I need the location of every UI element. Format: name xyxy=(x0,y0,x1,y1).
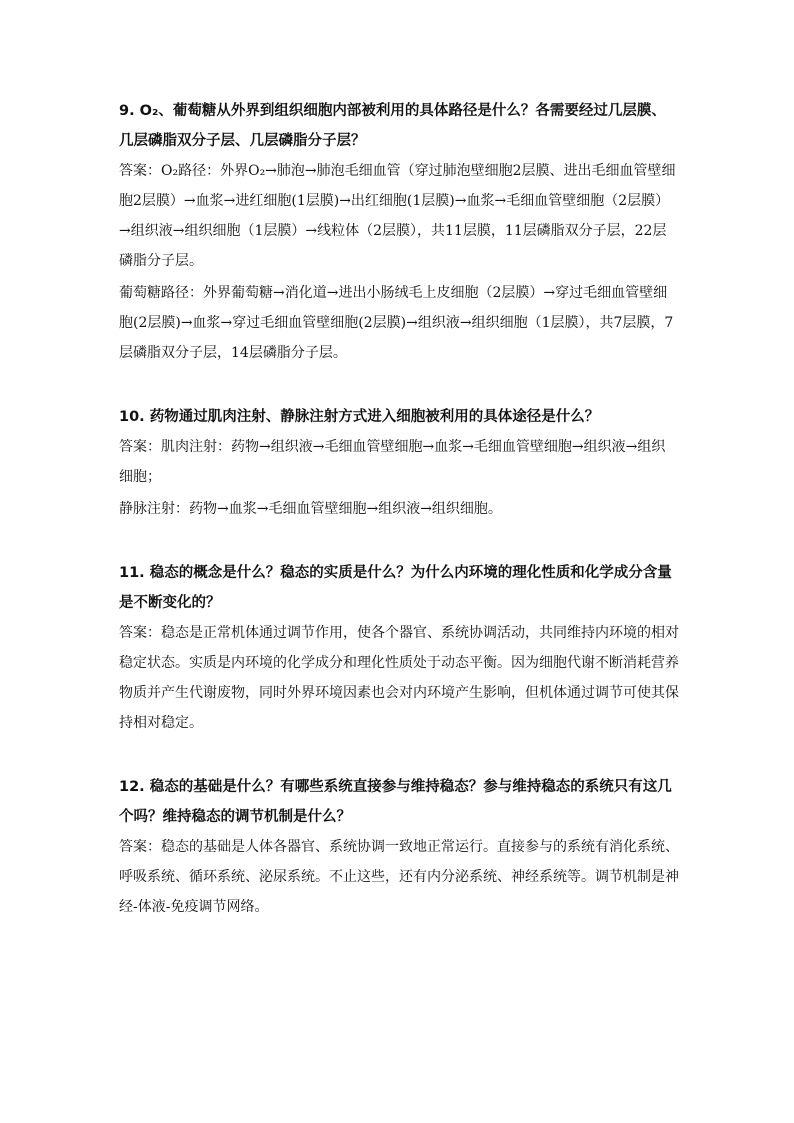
question-title: 9. O₂、葡萄糖从外界到组织细胞内部被利用的具体路径是什么？各需要经过几层膜、几层磷脂双分子层、几层磷脂分子层？ xyxy=(119,103,666,149)
question-9 xyxy=(119,96,679,368)
answer-paragraph: 葡萄糖路径：外界葡萄糖→消化道→进出小肠绒毛上皮细胞（2层膜）→穿过毛细血管壁细胞(2层膜)→血浆→穿过毛细血管壁细胞(2层膜)→组织液→组织细胞（1层膜），共7层膜，7层磷脂双分子层，14层磷脂分子层。 xyxy=(119,285,674,361)
question-title: 11. 稳态的概念是什么？稳态的实质是什么？为什么内环境的理化性质和化学成分含量是不断变化的？ xyxy=(119,565,672,611)
document-page xyxy=(119,96,679,956)
answer-paragraph: 答案：肌肉注射：药物→组织液→毛细血管壁细胞→血浆→毛细血管壁细胞→组织液→组织细胞； xyxy=(119,439,666,485)
question-10 xyxy=(119,402,679,524)
question-11 xyxy=(119,558,679,738)
question-title: 10. 药物通过肌肉注射、静脉注射方式进入细胞被利用的具体途径是什么？ xyxy=(119,409,600,425)
answer-paragraph: 答案：稳态是正常机体通过调节作用，使各个器官、系统协调活动，共同维持内环境的相对稳定状态。实质是内环境的化学成分和理化性质处于动态平衡。因为细胞代谢不断消耗营养物质并产生代谢废物，同时外界环境因素也会对内环境产生影响，但机体通过调节可使其保持相对稳定。 xyxy=(119,625,679,731)
answer-paragraph: 静脉注射：药物→血浆→毛细血管壁细胞→组织液→组织细胞。 xyxy=(119,501,502,517)
answer-paragraph: 答案：O₂路径：外界O₂→肺泡→肺泡毛细血管（穿过肺泡壁细胞2层膜、进出毛细血管壁细胞2层膜）→血浆→进红细胞(1层膜)→出红细胞(1层膜)→血浆→毛细血管壁细胞（2层膜）→组织液→组织细胞（1层膜）→线粒体（2层膜），共11层膜，11层磷脂双分子层，22层磷脂分子层。 xyxy=(119,163,676,269)
question-title: 12. 稳态的基础是什么？有哪些系统直接参与维持稳态？参与维持稳态的系统只有这几个吗？维持稳态的调节机制是什么？ xyxy=(119,779,672,825)
answer-paragraph: 答案：稳态的基础是人体各器官、系统协调一致地正常运行。直接参与的系统有消化系统、呼吸系统、循环系统、泌尿系统。不止这些，还有内分泌系统、神经系统等。调节机制是神经-体液-免疫调节网络。 xyxy=(119,839,679,915)
question-12 xyxy=(119,772,679,922)
